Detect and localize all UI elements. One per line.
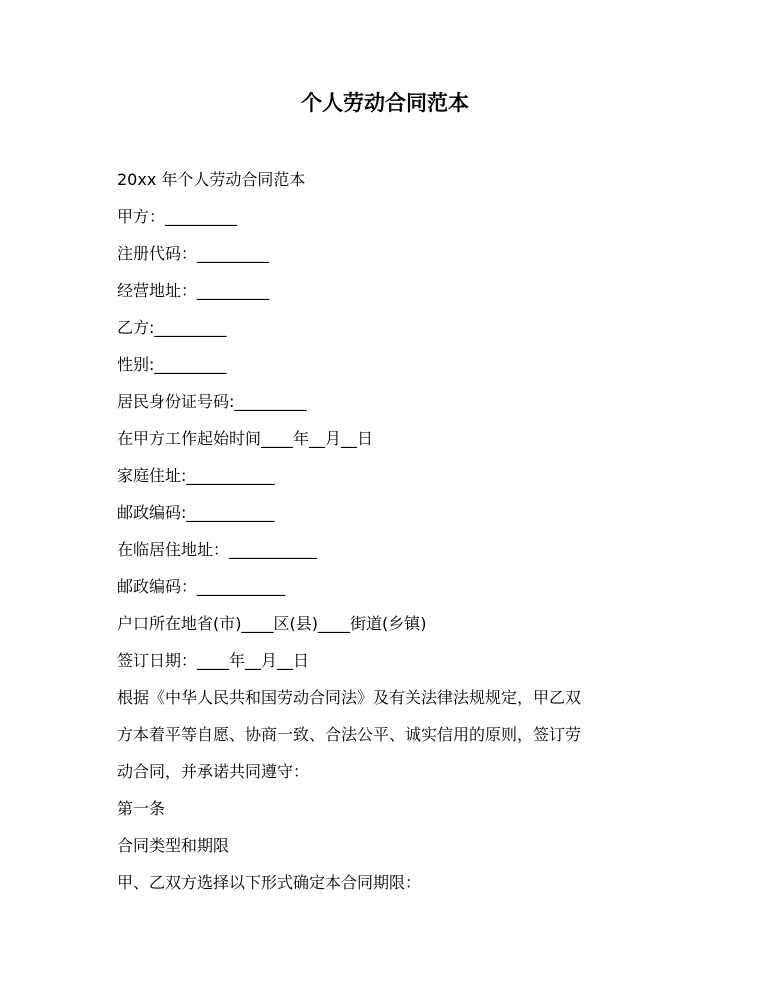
document-line: 甲方：_________ (117, 207, 238, 226)
document-line: 动合同，并承诺共同遵守： (117, 762, 310, 781)
document-line: 邮政编码：___________ (117, 577, 286, 596)
document-line: 20xx 年个人劳动合同范本 (117, 170, 306, 189)
document-line: 居民身份证号码:_________ (117, 392, 307, 411)
document-line: 合同类型和期限 (117, 836, 230, 855)
document-body (117, 161, 657, 901)
document-line: 在甲方工作起始时间____年__月__日 (117, 429, 374, 448)
document-line: 注册代码：_________ (117, 244, 270, 263)
document-line: 乙方:_________ (117, 318, 227, 337)
document-title: 个人劳动合同范本 (301, 91, 469, 115)
document-line: 邮政编码:___________ (117, 503, 275, 522)
document-line: 在临居住地址：___________ (117, 540, 318, 559)
document-line: 性别:_________ (117, 355, 227, 374)
document-line: 甲、乙双方选择以下形式确定本合同期限： (117, 873, 422, 892)
document-line: 第一条 (117, 799, 166, 818)
document-line: 签订日期：____年__月__日 (117, 651, 310, 670)
document-line: 方本着平等自愿、协商一致、合法公平、诚实信用的原则，签订劳 (117, 725, 582, 744)
document-line: 户口所在地省(市)____区(县)____街道(乡镇) (117, 614, 427, 633)
document-line: 家庭住址:___________ (117, 466, 275, 485)
document-line: 经营地址：_________ (117, 281, 270, 300)
document-line: 根据《中华人民共和国劳动合同法》及有关法律法规规定，甲乙双 (117, 688, 582, 707)
